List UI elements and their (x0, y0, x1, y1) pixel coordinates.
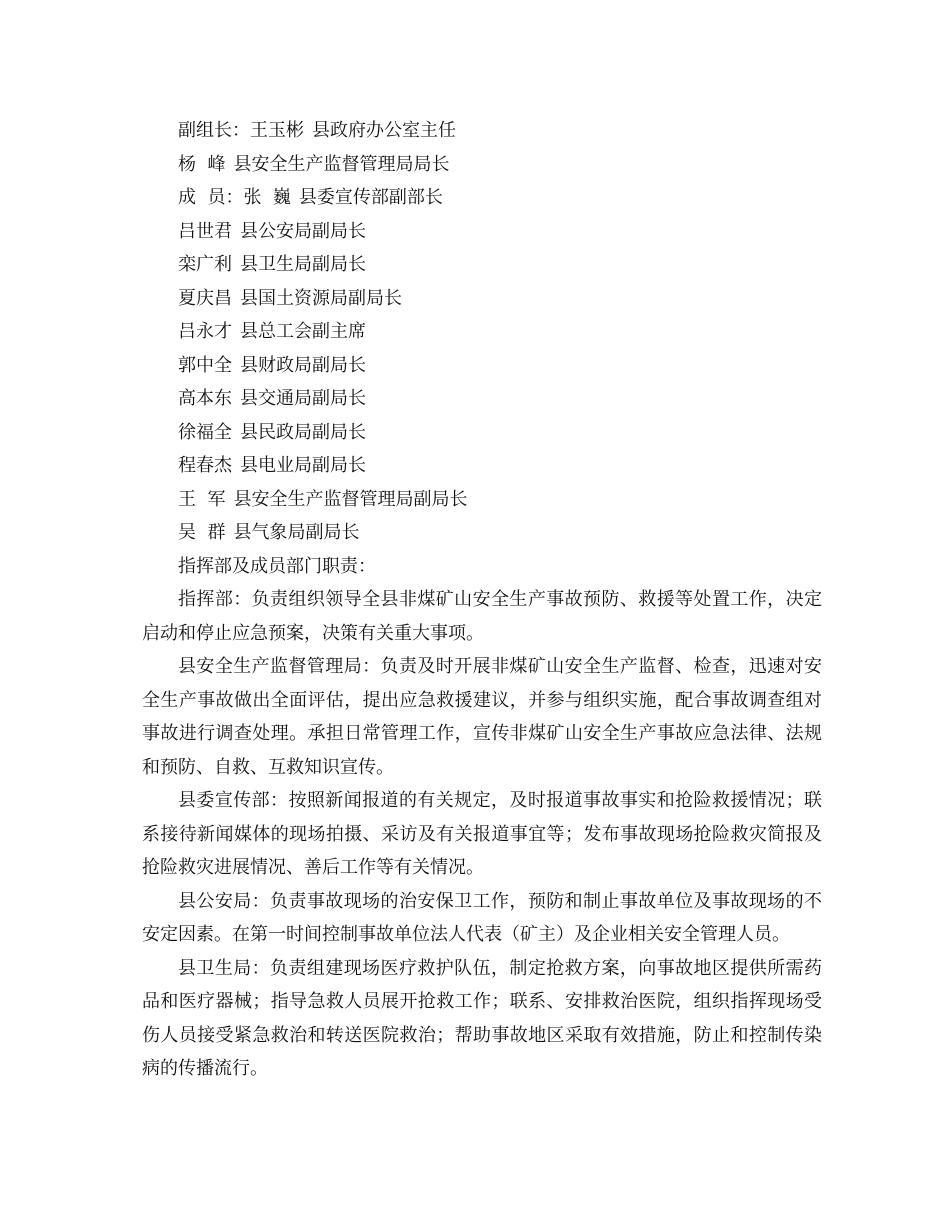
member-name: 吕永才 (178, 321, 232, 342)
member-name: 吕世君 (178, 220, 232, 242)
roster-line (142, 349, 822, 383)
member-title: 县气象局副局长 (233, 522, 360, 543)
member-title: 县交通局副局长 (240, 388, 366, 409)
member-title: 县安全生产监督管理局副局长 (233, 488, 468, 510)
member-title: 县政府办公室主任 (312, 120, 456, 141)
member-name: 程春杰 (178, 455, 232, 476)
member-name: 副组长：王玉彬 (178, 120, 304, 141)
member-name: 徐福全 (178, 421, 232, 443)
roster-line (142, 516, 822, 550)
roster-line (142, 315, 822, 349)
member-name: 成 员：张 巍 (178, 187, 291, 208)
roster-line (142, 382, 822, 416)
duty-paragraph: 县安全生产监督管理局：负责及时开展非煤矿山安全生产监督、检查，迅速对安全生产事故做出全面评估，提出应急救援建议，并参与组织实施，配合事故调查组对事故进行调查处理。承担日常管理工作，宣传非煤矿山安全生产事故应急法律、法规和预防、自救、互救知识宣传。 (142, 656, 822, 778)
duty-paragraph: 指挥部：负责组织领导全县非煤矿山安全生产事故预防、救援等处置工作，决定启动和停止应急预案，决策有关重大事项。 (142, 589, 822, 644)
member-name: 王 军 (178, 488, 226, 510)
roster-line (142, 483, 822, 517)
member-name: 郭中全 (178, 354, 232, 376)
member-name: 高本东 (178, 388, 232, 409)
roster-line (142, 181, 822, 215)
member-name: 吴 群 (178, 522, 226, 543)
roster-line (142, 148, 822, 182)
member-title: 县总工会副主席 (240, 321, 366, 342)
roster-line (142, 416, 822, 450)
duties-heading: 指挥部及成员部门职责： (178, 555, 376, 577)
duty-paragraph: 县公安局：负责事故现场的治安保卫工作，预防和制止事故单位及事故现场的不安定因素。在第一时间控制事故单位法人代表（矿主）及企业相关安全管理人员。 (142, 890, 822, 945)
roster-line (142, 114, 822, 148)
member-title: 县国土资源局副局长 (240, 287, 402, 309)
member-title: 县安全生产监督管理局局长 (233, 153, 450, 175)
member-name: 杨 峰 (178, 153, 226, 175)
member-name: 栾广利 (178, 254, 232, 275)
member-title: 县卫生局副局长 (240, 254, 366, 275)
duty-paragraph: 县卫生局：负责组建现场医疗救护队伍，制定抢救方案，向事故地区提供所需药品和医疗器械；指导急救人员展开抢救工作；联系、安排救治医院，组织指挥现场受伤人员接受紧急救治和转送医院救治；帮助事故地区采取有效措施，防止和控制传染病的传播流行。 (142, 957, 822, 1079)
duty-paragraph: 县委宣传部：按照新闻报道的有关规定，及时报道事故事实和抢险救援情况；联系接待新闻媒体的现场拍摄、采访及有关报道事宜等；发布事故现场抢险救灾简报及抢险救灾进展情况、善后工作等有关情况。 (142, 790, 822, 878)
member-name: 夏庆昌 (178, 287, 232, 309)
document-body (142, 114, 822, 1086)
member-title: 县公安局副局长 (240, 220, 366, 242)
member-title: 县财政局副局长 (240, 354, 366, 376)
roster-line (142, 248, 822, 282)
member-title: 县电业局副局长 (240, 455, 366, 476)
member-title: 县民政局副局长 (240, 421, 366, 443)
member-title: 县委宣传部副部长 (298, 187, 443, 208)
roster-line (142, 215, 822, 249)
roster-line (142, 282, 822, 316)
roster-line (142, 449, 822, 483)
